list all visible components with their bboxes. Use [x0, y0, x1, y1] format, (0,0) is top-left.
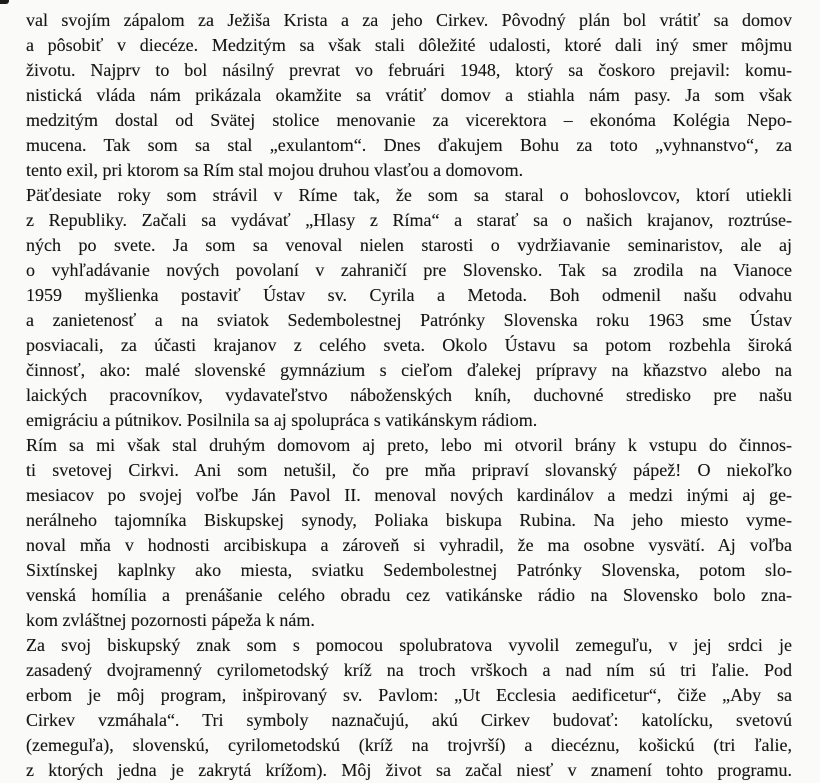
text-line: nistická vláda nám prikázala okamžite sa vrátiť domov a stiahla nám pasy. Ja som však [26, 85, 792, 105]
paragraph [26, 183, 792, 433]
text-line: Sixtínskej kaplnky ako miesta, sviatku Sedembolestnej Patrónky Slovenska, potom slo- [26, 560, 792, 580]
text-line: medzitým dostal od Svätej stolice menovanie za vicerektora – ekonóma Kolégia Nepo- [26, 110, 792, 130]
paragraph [26, 8, 792, 183]
text-line: Cirkev vzmáhala“. Tri symboly naznačujú, akú Cirkev budovať: katolícku, svetovú [26, 710, 792, 730]
text-line: 1959 myšlienka postaviť Ústav sv. Cyrila a Metoda. Boh odmenil našu odvahu [26, 285, 792, 305]
page-text [26, 8, 792, 783]
scan-artifact [0, 0, 9, 4]
text-line: venská homília a prenášanie celého obradu cez vatikánske rádio na Slovensko bolo zna- [26, 585, 792, 605]
text-line: laických pracovníkov, vydavateľstvo náboženských kníh, duchovné stredisko pre našu [26, 385, 792, 405]
text-line: tento exil, pri ktorom sa Rím stal mojou druhou vlasťou a domovom. [26, 160, 524, 180]
text-line: ných po svete. Ja som sa venoval nielen starosti o vydržiavanie seminaristov, ale aj [26, 235, 792, 255]
text-line: zasadený dvojramenný cyrilometodský kríž na troch vrškoch a nad ním sú tri ľalie. Pod [26, 660, 792, 680]
text-line: činnosť, ako: malé slovenské gymnázium s cieľom ďalekej prípravy na kňazstvo alebo na [26, 360, 792, 380]
text-line: a zanietenosť a na sviatok Sedembolestnej Patrónky Slovenska roku 1963 sme Ústav [26, 310, 792, 330]
text-line: posviacali, za účasti krajanov z celého sveta. Okolo Ústavu sa potom rozbehla široká [26, 335, 792, 355]
text-line: kom zvláštnej pozornosti pápeža k nám. [26, 610, 315, 630]
paragraph [26, 633, 792, 783]
paragraph [26, 433, 792, 633]
text-line: mucena. Tak som sa stal „exulantom“. Dnes ďakujem Bohu za toto „vyhnanstvo“, za [26, 135, 792, 155]
text-line: Rím sa mi však stal druhým domovom aj preto, lebo mi otvoril brány k vstupu do činnos- [26, 435, 792, 455]
text-line: mesiacov po svojej voľbe Ján Pavol II. menoval nových kardinálov a medzi inými aj ge- [26, 485, 792, 505]
text-line: z Republiky. Začali sa vydávať „Hlasy z Ríma“ a starať sa o našich krajanov, roztrúse- [26, 210, 792, 230]
text-line: Päťdesiate roky som strávil v Ríme tak, že som sa staral o bohoslovcov, ktorí utiekli [26, 185, 792, 205]
text-line: erbom je môj program, inšpirovaný sv. Pavlom: „Ut Ecclesia aedificetur“, čiže „Aby sa [26, 685, 792, 705]
text-line: z ktorých jedna je zakrytá krížom). Môj život sa začal niesť v znamení tohto programu. [26, 760, 792, 780]
text-line: val svojím zápalom za Ježiša Krista a za jeho Cirkev. Pôvodný plán bol vrátiť sa domov [26, 10, 792, 30]
text-line: o vyhľadávanie nových povolaní v zahraničí pre Slovensko. Tak sa zrodila na Vianoce [26, 260, 792, 280]
text-line: nerálneho tajomníka Biskupskej synody, Poliaka biskupa Rubina. Na jeho miesto vyme- [26, 510, 792, 530]
text-line: (zemeguľa), slovenskú, cyrilometodskú (kríž na trojvrší) a diecéznu, košickú (tri ľalie, [26, 735, 792, 755]
text-line: emigráciu a pútnikov. Posilnila sa aj spolupráca s vatikánskym rádiom. [26, 410, 538, 430]
text-line: Za svoj biskupský znak som s pomocou spolubratova vyvolil zemeguľu, v jej srdci je [26, 635, 792, 655]
text-line: noval mňa v hodnosti arcibiskupa a zároveň si vyhradil, že ma osobne vysvätí. Aj voľba [26, 535, 792, 555]
text-line: životu. Najprv to bol násilný prevrat vo februári 1948, ktorý sa čoskoro prejavil: komu- [26, 60, 792, 80]
text-line: ti svetovej Cirkvi. Ani som netušil, čo pre mňa pripraví slovanský pápež! O niekoľko [26, 460, 792, 480]
text-line: a pôsobiť v diecéze. Medzitým sa však stali dôležité udalosti, ktoré dali iný smer môjmu [26, 35, 792, 55]
